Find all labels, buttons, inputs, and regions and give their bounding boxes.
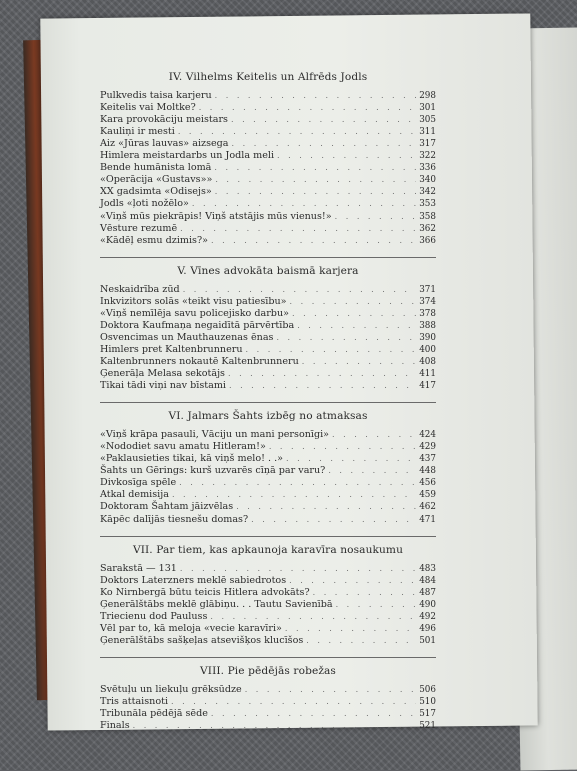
dot-leader: [215, 174, 416, 185]
toc-entry: [100, 623, 436, 635]
entry-title: Inkvizitors solās «teikt visu patiesību»: [100, 295, 287, 307]
entry-page-number: 378: [419, 308, 436, 319]
entry-title: Kara provokāciju meistars: [100, 114, 228, 126]
entry-page-number: 317: [419, 139, 436, 150]
entry-page-number: 411: [419, 369, 436, 380]
entry-page-number: 462: [419, 502, 436, 513]
section-divider: [100, 657, 436, 658]
section-title: V. Vīnes advokāta baismā karjera: [177, 264, 359, 277]
dot-leader: [214, 162, 416, 173]
dot-leader: [232, 138, 417, 149]
toc-entry: [100, 575, 436, 587]
toc-entry: [100, 368, 436, 380]
dot-leader: [313, 587, 417, 598]
dot-leader: [211, 708, 416, 719]
toc-section: [100, 72, 436, 247]
section-title: IV. Vilhelms Keitelis un Alfrēds Jodls: [168, 71, 368, 83]
dot-leader: [332, 429, 416, 440]
entry-title: Kāpēc dalījās tiesnešu domas?: [100, 513, 249, 525]
toc-entry: [100, 223, 436, 235]
entry-page-number: 322: [419, 151, 436, 162]
entry-title: Ģenerāļa Melasa sekotājs: [100, 368, 225, 380]
toc-entry: [100, 320, 436, 332]
toc-entry: [100, 453, 436, 465]
entry-page-number: 490: [419, 599, 436, 610]
table-of-contents: [100, 72, 436, 742]
entry-title: Doktoram Šahtam jāizvēlas: [100, 501, 234, 513]
entry-page-number: 400: [419, 344, 436, 355]
entry-title: Svētuļu un liekuļu grēksūdze: [100, 683, 242, 695]
toc-entry: [100, 235, 436, 247]
entry-page-number: 459: [419, 490, 436, 501]
toc-entry: [100, 684, 436, 696]
toc-section: [100, 402, 436, 525]
toc-entry: [100, 296, 436, 308]
section-divider: [100, 402, 436, 403]
toc-entry: [100, 514, 436, 526]
dot-leader: [215, 186, 416, 197]
entry-page-number: 342: [419, 187, 436, 198]
toc-entry: [100, 501, 436, 513]
section-title: VI. Jalmars Šahts izbēg no atmaksas: [168, 410, 368, 423]
toc-section: [100, 536, 436, 647]
toc-entry: [100, 599, 436, 611]
toc-entry: [100, 138, 436, 150]
entry-page-number: 484: [419, 575, 436, 586]
entry-page-number: 521: [419, 721, 436, 732]
entry-title: «Kādēļ esmu dzimis?»: [100, 234, 208, 246]
entry-page-number: 388: [419, 320, 436, 331]
entry-page-number: 366: [419, 235, 436, 246]
section-title: VII. Par tiem, kas apkaunoja karavīra nosaukumu: [132, 543, 404, 556]
toc-entry: [100, 90, 436, 102]
dot-leader: [179, 477, 416, 488]
entry-title: Aiz «Jūras lauvas» aizsega: [100, 138, 229, 150]
entry-page-number: 301: [419, 103, 436, 114]
toc-entry: [100, 211, 436, 223]
dot-leader: [277, 150, 416, 161]
dot-leader: [171, 696, 416, 707]
dot-leader: [335, 211, 417, 222]
dot-leader: [276, 332, 416, 343]
toc-entry: [100, 186, 436, 198]
entry-page-number: 501: [419, 635, 436, 646]
entry-title: Pulkvedis taisa karjeru: [100, 90, 212, 102]
entry-title: Ko Nirnbergā būtu teicis Hitlera advokāts?: [100, 586, 310, 598]
entry-page-number: 362: [419, 223, 436, 234]
entry-title: Finals: [100, 720, 130, 732]
entry-title: Kaltenbrunners nokautē Kaltenbrunneru: [100, 355, 299, 367]
entry-title: Tris attaisnoti: [100, 696, 169, 708]
dot-leader: [210, 611, 416, 622]
dot-leader: [236, 501, 416, 512]
toc-entry: [100, 563, 436, 575]
dot-leader: [231, 114, 416, 125]
entry-title: Ģenerālštābs meklē glābiņu. . . Tautu Savienībā: [100, 598, 333, 610]
entry-title: Tikai tādi viņi nav bīstami: [100, 380, 226, 392]
entry-title: Jodls «ļoti nožēlo»: [100, 198, 189, 210]
entry-page-number: 390: [419, 332, 436, 343]
entry-page-number: 305: [419, 115, 436, 126]
entry-title: Divkosīga spēle: [100, 477, 177, 489]
dot-leader: [246, 344, 417, 355]
dot-leader: [211, 235, 416, 246]
toc-entry: [100, 708, 436, 720]
entry-page-number: 353: [419, 199, 436, 210]
toc-entry: [100, 489, 436, 501]
entry-title: «Nododiet savu amatu Hitleram!»: [100, 441, 266, 453]
toc-entry: [100, 162, 436, 174]
dot-leader: [306, 635, 416, 646]
toc-entry: [100, 477, 436, 489]
toc-entry: [100, 356, 436, 368]
entry-title: Himlers pret Kaltenbrunneru: [100, 343, 243, 355]
dot-leader: [229, 380, 416, 391]
entry-page-number: 437: [419, 454, 436, 465]
entry-title: «Paklausieties tikai, kā viņš melo! . .»: [100, 453, 284, 465]
entry-page-number: 298: [419, 91, 436, 102]
toc-section: [100, 257, 436, 392]
entry-page-number: 483: [419, 563, 436, 574]
dot-leader: [336, 599, 417, 610]
toc-entry: [100, 284, 436, 296]
toc-entry: [100, 102, 436, 114]
toc-entry: [100, 465, 436, 477]
entry-page-number: 340: [419, 175, 436, 186]
entry-title: «Viņš mūs piekrāpis! Viņš atstājis mūs vienus!»: [100, 210, 332, 222]
entry-title: «Viņš krāpa pasauli, Vāciju un mani personīgi»: [100, 429, 330, 441]
entry-title: Neskaidrība zūd: [100, 283, 180, 295]
toc-entry: [100, 198, 436, 210]
entry-title: Ģenerālštābs sašķeļas atsevišķos klucīšos: [100, 634, 304, 646]
entry-page-number: 358: [419, 211, 436, 222]
entry-page-number: 510: [419, 697, 436, 708]
dot-leader: [228, 368, 416, 379]
dot-leader: [286, 453, 416, 464]
toc-entry: [100, 308, 436, 320]
toc-entry: [100, 611, 436, 623]
dot-leader: [215, 90, 417, 101]
section-divider: [100, 536, 436, 537]
entry-page-number: 429: [419, 442, 436, 453]
entry-page-number: 371: [419, 284, 436, 295]
entry-title: Vēsture rezumē: [100, 222, 178, 234]
entry-page-number: 517: [419, 709, 436, 720]
entry-page-number: 492: [419, 611, 436, 622]
entry-title: Doktora Kaufmaņa negaidītā pārvērtība: [100, 319, 295, 331]
entry-page-number: 311: [419, 127, 436, 138]
toc-entry: [100, 332, 436, 344]
entry-title: Doktors Laterzners meklē sabiedrotos: [100, 574, 287, 586]
dot-leader: [192, 198, 416, 209]
entry-page-number: 448: [419, 466, 436, 477]
toc-entry: [100, 344, 436, 356]
dot-leader: [328, 465, 416, 476]
toc-entry: [100, 380, 436, 392]
dot-leader: [251, 514, 416, 525]
entry-page-number: 496: [419, 623, 436, 634]
toc-section: [100, 657, 436, 732]
entry-title: Šahts un Gērings: kurš uzvarēs cīņā par varu?: [100, 465, 326, 477]
entry-title: Tribunāla pēdējā sēde: [100, 708, 208, 720]
entry-page-number: 374: [419, 296, 436, 307]
dot-leader: [289, 575, 416, 586]
section-divider: [100, 257, 436, 258]
dot-leader: [292, 308, 416, 319]
entry-title: Himlera meistardarbs un Jodla meli: [100, 150, 275, 162]
entry-page-number: 424: [419, 430, 436, 441]
toc-entry: [100, 150, 436, 162]
dot-leader: [245, 684, 416, 695]
entry-title: Kauliņi ir mesti: [100, 126, 175, 138]
dot-leader: [180, 223, 416, 234]
toc-entry: [100, 635, 436, 647]
dot-leader: [285, 623, 416, 634]
entry-title: Osvencimas un Mauthauzenas ēnas: [100, 331, 274, 343]
toc-entry: [100, 174, 436, 186]
entry-title: «Viņš nemīlēja savu policejisko darbu»: [100, 307, 289, 319]
dot-leader: [180, 563, 416, 574]
entry-title: Keitelis vai Moltke?: [100, 102, 196, 114]
toc-entry: [100, 114, 436, 126]
dot-leader: [172, 489, 416, 500]
entry-title: Triecienu dod Pauluss: [100, 610, 208, 622]
dot-leader: [297, 320, 416, 331]
toc-entry: [100, 429, 436, 441]
entry-page-number: 471: [419, 514, 436, 525]
dot-leader: [302, 356, 416, 367]
entry-page-number: 336: [419, 163, 436, 174]
dot-leader: [199, 102, 416, 113]
entry-title: Atkal demisija: [100, 489, 169, 501]
toc-entry: [100, 720, 436, 732]
entry-title: «Operācija «Gustavs»»: [100, 174, 213, 186]
dot-leader: [133, 720, 417, 731]
entry-page-number: 487: [419, 587, 436, 598]
dot-leader: [183, 284, 417, 295]
entry-page-number: 408: [419, 356, 436, 367]
entry-title: Bende humānista lomā: [100, 162, 212, 174]
toc-entry: [100, 696, 436, 708]
entry-title: Vēl par to, kā meloja «vecie karavīri»: [100, 622, 282, 634]
toc-entry: [100, 441, 436, 453]
dot-leader: [290, 296, 417, 307]
entry-title: XX gadsimta «Odisejs»: [100, 186, 212, 198]
entry-title: Sarakstā — 131: [100, 562, 177, 574]
dot-leader: [269, 441, 416, 452]
entry-page-number: 417: [419, 381, 436, 392]
dot-leader: [178, 126, 416, 137]
section-title: VIII. Pie pēdējās robežas: [200, 664, 336, 677]
toc-entry: [100, 126, 436, 138]
toc-entry: [100, 587, 436, 599]
entry-page-number: 456: [419, 478, 436, 489]
entry-page-number: 506: [419, 684, 436, 695]
